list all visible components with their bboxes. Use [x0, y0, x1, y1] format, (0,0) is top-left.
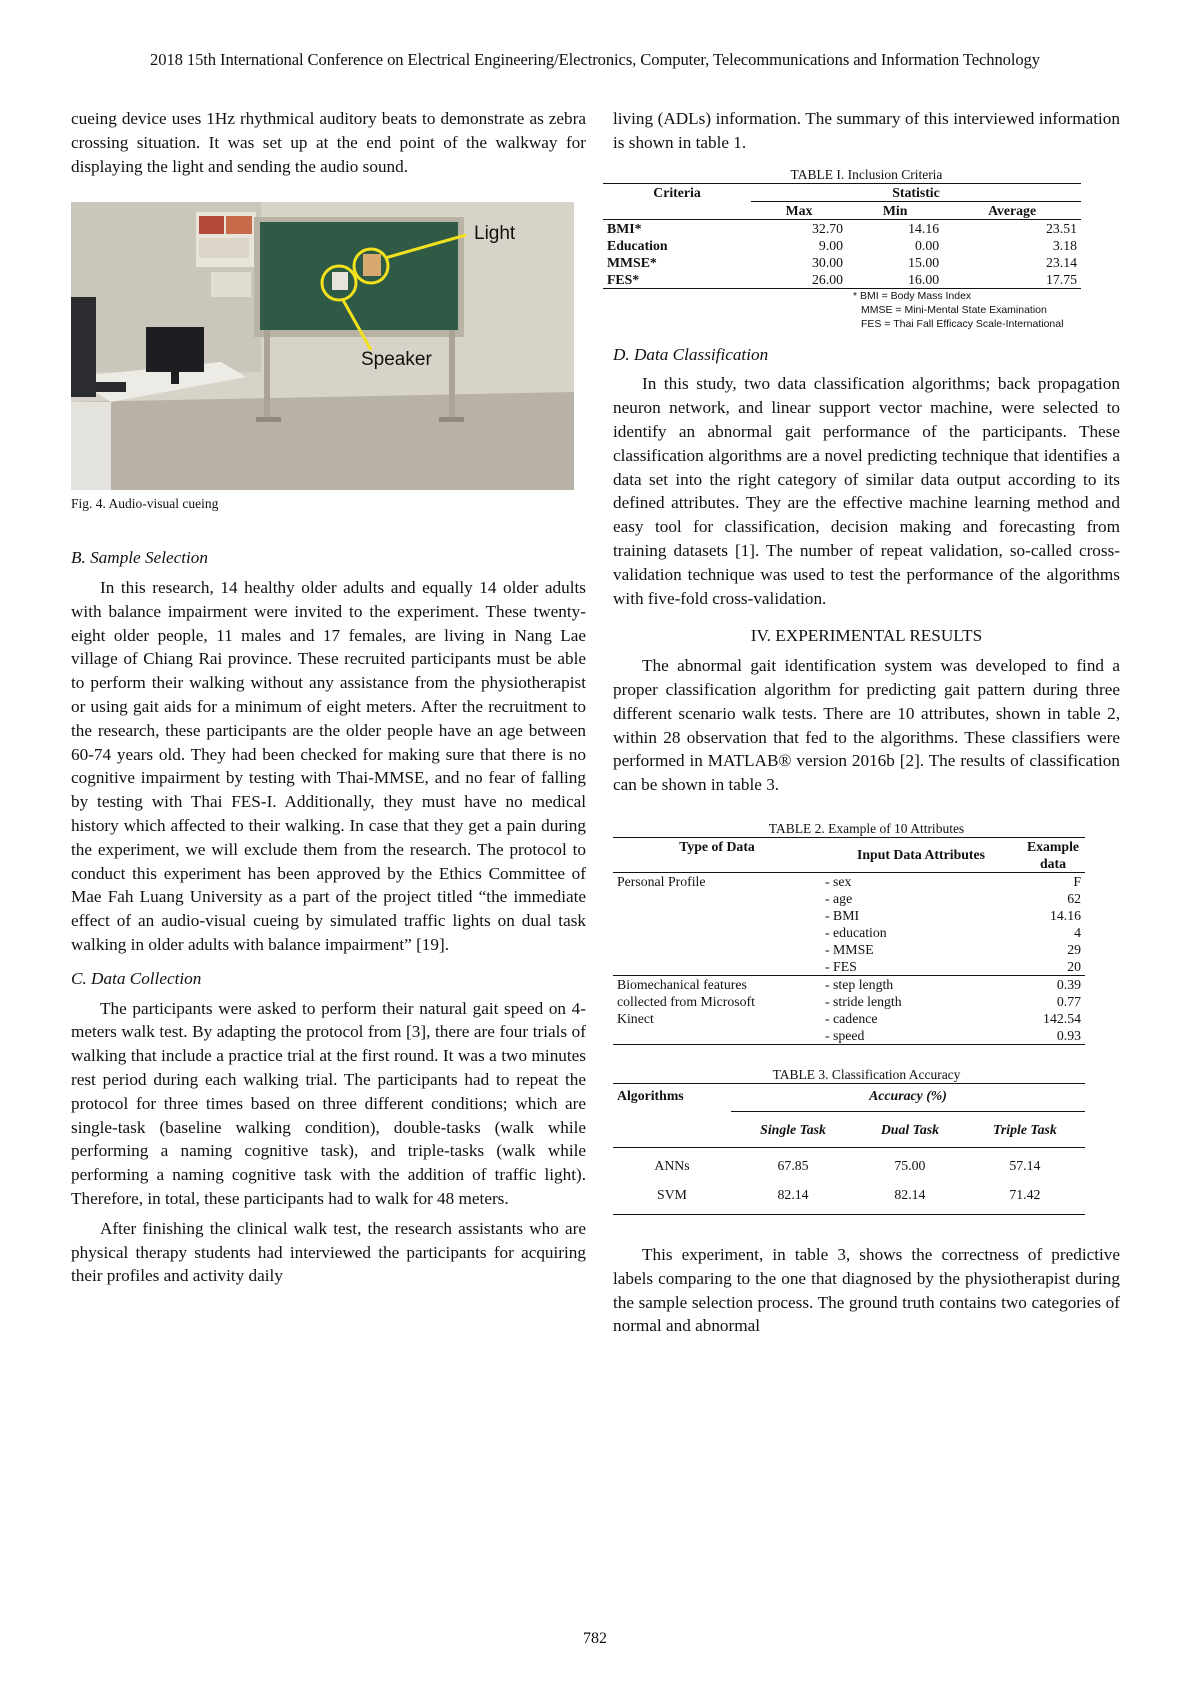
table-subheader: Single Task: [760, 1121, 826, 1137]
table-subheader: Min: [847, 201, 943, 219]
table-cell: - step length: [825, 976, 894, 992]
table-header: Input Data Attributes: [856, 847, 986, 863]
table-row: [603, 254, 1081, 271]
table-cell: - FES: [825, 958, 857, 974]
table-cell: - speed: [825, 1027, 865, 1043]
paragraph: cueing device uses 1Hz rhythmical auditory beats to demonstrate as zebra crossing situation. It was set up at the end point of the walkway for displaying the light and sending the audio sound.: [71, 109, 586, 176]
table-cell: 14.16: [1049, 907, 1081, 923]
table-subheader: Dual Task: [880, 1121, 939, 1137]
figure-audio-visual-cueing: [71, 202, 574, 490]
table-row: [613, 890, 1085, 907]
section-heading: B. Sample Selection: [71, 548, 208, 568]
table-cell: - education: [825, 924, 887, 940]
table-cell: 142.54: [1043, 1010, 1081, 1026]
table-cell: 23.51: [1045, 220, 1077, 236]
table-cell: 0.00: [915, 237, 940, 253]
paragraph: After finishing the clinical walk test, the research assistants who are physical therapy students had interviewed the participants for acquiring their profiles and activity daily: [71, 1218, 586, 1286]
table-cell: 57.14: [1009, 1157, 1041, 1173]
table-cell: 23.14: [1045, 254, 1077, 270]
table-row: [613, 993, 1085, 1010]
table-header: Statistic: [892, 184, 940, 200]
figure-label-speaker: Speaker: [361, 349, 432, 371]
table-cell: Education: [607, 237, 668, 253]
table-caption: TABLE 3. Classification Accuracy: [772, 1066, 961, 1082]
paragraph: In this study, two data classification algorithms; back propagation neuron network, and linear support vector machine, were selected to identify an abnormal gait performance of the participants. These classification algorithms are a novel predicting technique that identifies a data set into the right category of similar data output according to its defined attributes. They are the effective machine learning method and easy tool for classification, decision making and forecasting from training datasets [1]. The number of repeat validation, so-called cross-validation technique was used to test the performance of the algorithms with five-fold cross-validation.: [613, 374, 1120, 608]
table-row: [613, 1175, 1085, 1215]
table-cell: FES*: [607, 271, 640, 287]
table-cell: 29: [1067, 941, 1081, 957]
table-cell: 0.39: [1056, 976, 1081, 992]
table-subheader: Average: [943, 201, 1081, 219]
table-cell: Kinect: [617, 1010, 654, 1026]
table-cell: 0.77: [1056, 993, 1081, 1009]
section-heading: IV. EXPERIMENTAL RESULTS: [750, 626, 983, 646]
table-cell: - age: [825, 890, 853, 906]
table-cell: 16.00: [908, 271, 940, 287]
table-header: Example data: [1026, 838, 1080, 871]
conference-header: 2018 15th International Conference on Electrical Engineering/Electronics, Computer, Telecommunications and Information Technology: [150, 50, 1040, 69]
table-attributes: [613, 837, 1085, 1045]
table-row: [603, 237, 1081, 254]
table-cell: 20: [1067, 958, 1081, 974]
section-heading: D. Data Classification: [613, 344, 769, 364]
table-cell: - BMI: [825, 907, 860, 923]
table-cell: Biomechanical features: [617, 976, 747, 992]
table-note: FES = Thai Fall Efficacy Scale-International: [861, 317, 1064, 330]
table-header: Type of Data: [679, 838, 755, 854]
table-cell: 15.00: [908, 254, 940, 270]
table-cell: 17.75: [1045, 271, 1077, 287]
table-row: [603, 271, 1081, 289]
table-note: * BMI = Body Mass Index: [853, 289, 972, 302]
table-cell: 82.14: [894, 1186, 926, 1202]
table-cell: BMI*: [607, 220, 642, 236]
table-cell: - MMSE: [825, 941, 874, 957]
paragraph: In this research, 14 healthy older adults and equally 14 older adults with balance impairment were invited to the experiment. These twenty-eight older people, 11 males and 17 females, are living in Nang Lae village of Chiang Rai province. These recruited participants must be able to perform their walking without any assistance from the physiotherapist or using gait aids for a minimum of eight meters. After the recruitment to the research, these participants are the older people have an age between 60-74 years old. They had been checked for making sure that there is no cognitive impairment by testing with Thai-MMSE, and no fear of falling by testing with Thai FES-I. Additionally, they must have no medical history which affected to their walking. In case that they get a pain during the experiment, we will exclude them from the research. The protocol to conduct this experiment has been approved by the Ethics Committee of Mae Fah Luang University as a part of the project titled “the immediate effect of an audio-visual cueing by simulated traffic lights on dual task walking in older adults with balance impairment” [19].: [71, 577, 586, 954]
right-column: [607, 107, 1120, 1338]
table-cell: 62: [1067, 890, 1081, 906]
table-row: [613, 958, 1085, 976]
table-cell: SVM: [657, 1186, 687, 1202]
table-row: [613, 1027, 1085, 1045]
table-row: [613, 872, 1085, 890]
table-cell: Personal Profile: [617, 873, 706, 889]
paragraph: living (ADLs) information. The summary of this interviewed information is shown in table 1.: [613, 109, 1120, 152]
table-cell: 0.93: [1056, 1027, 1081, 1043]
table-inclusion-criteria: [603, 183, 1081, 289]
section-heading: C. Data Collection: [71, 968, 202, 988]
table-row: [613, 975, 1085, 993]
table-row: [613, 1010, 1085, 1027]
table-cell: collected from Microsoft: [617, 993, 755, 1009]
table-row: [613, 907, 1085, 924]
table-cell: 67.85: [777, 1157, 809, 1173]
table-cell: 26.00: [812, 271, 844, 287]
page-number: 782: [583, 1630, 607, 1647]
table-cell: 14.16: [908, 220, 940, 236]
table-row: [603, 219, 1081, 237]
table-header: [613, 1083, 731, 1111]
table-row: [613, 941, 1085, 958]
left-column: [71, 107, 586, 1288]
table-header-text: Algorithms: [617, 1087, 684, 1103]
paragraph: This experiment, in table 3, shows the correctness of predictive labels comparing to the one that diagnosed by the physiotherapist during the sample selection process. The ground truth contains two categories of normal and abnormal: [613, 1244, 1120, 1336]
table-cell: - cadence: [825, 1010, 878, 1026]
table-notes: [853, 289, 1120, 331]
table-cell: 9.00: [818, 237, 844, 253]
table-header: Accuracy (%): [731, 1083, 1085, 1111]
table-row: [613, 924, 1085, 941]
table-caption: TABLE 2. Example of 10 Attributes: [768, 820, 965, 836]
paragraph: The participants were asked to perform their natural gait speed on 4-meters walk test. By adapting the protocol from [3], there are four trials of walking that include a practice trial at the first round. It was a two minutes rest period during each walking trial. The participants had to repeat the protocol for three times based on three different conditions; which are single-task (baseline walking condition), double-tasks (walk while performing a naming cognitive task), and triple-tasks (walk while performing a naming cognitive task with the addition of traffic light). Therefore, in total, these participants had to walk for 48 meters.: [71, 998, 586, 1208]
figure-label-light: Light: [474, 223, 516, 245]
table-row: [613, 1147, 1085, 1175]
table-caption: TABLE I. Inclusion Criteria: [790, 166, 943, 182]
table-note: MMSE = Mini-Mental State Examination: [861, 303, 1047, 316]
table-cell: 71.42: [1009, 1186, 1041, 1202]
table-cell: F: [1073, 873, 1081, 889]
table-subheader: Triple Task: [993, 1121, 1057, 1137]
table-cell: 30.00: [812, 254, 844, 270]
figure-caption: Fig. 4. Audio-visual cueing: [71, 496, 219, 512]
table-cell: - sex: [825, 873, 852, 889]
table-cell: - stride length: [825, 993, 902, 1009]
table-classification-accuracy: [613, 1083, 1085, 1215]
paragraph: The abnormal gait identification system was developed to find a proper classification algorithm for predicting gait pattern during three different scenario walk tests. There are 10 attributes, shown in table 2, within 28 observation that fed to the algorithms. These classifiers were performed in MATLAB® version 2016b [2]. The results of classification can be shown in table 3.: [613, 656, 1120, 795]
table-cell: 32.70: [812, 220, 844, 236]
table-cell: 75.00: [894, 1157, 926, 1173]
table-cell: MMSE*: [607, 254, 657, 270]
table-cell: 3.18: [1052, 237, 1077, 253]
table-cell: 4: [1074, 924, 1081, 940]
table-cell: 82.14: [777, 1186, 809, 1202]
table-cell: ANNs: [654, 1157, 690, 1173]
table-header: Criteria: [653, 184, 701, 200]
table-subheader: Max: [751, 201, 847, 219]
